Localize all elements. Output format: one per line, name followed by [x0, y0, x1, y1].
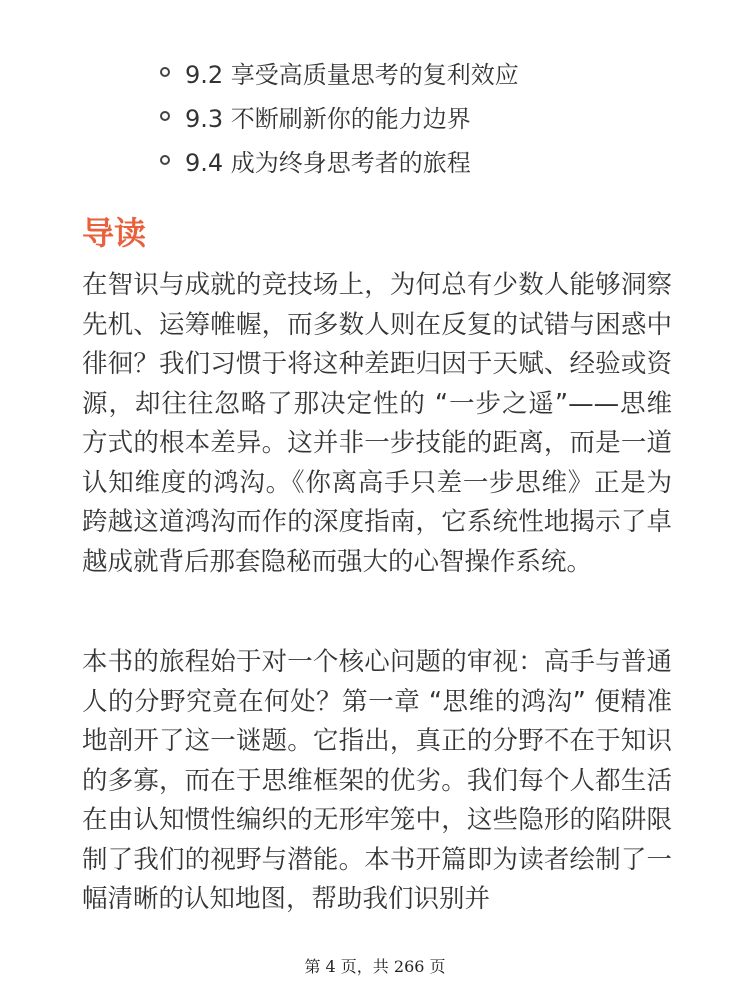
hollow-circle-bullet-icon	[160, 111, 170, 121]
toc-item-label: 9.2 享受高质量思考的复利效应	[185, 60, 519, 89]
hollow-circle-bullet-icon	[160, 155, 170, 165]
table-of-contents	[160, 50, 519, 182]
page-number-footer: 第 4 页，共 266 页	[304, 957, 446, 976]
toc-item[interactable]	[160, 138, 519, 182]
toc-item[interactable]	[160, 50, 519, 94]
toc-item-label: 9.3 不断刷新你的能力边界	[185, 104, 471, 133]
body-paragraph: 本书的旅程始于对一个核心问题的审视：高手与普通人的分野究竟在何处？第一章 “思维的鸿沟” 便精准地剖开了这一谜题。它指出，真正的分野不在于知识的多寡，而在于思维框架的优劣。我们每个人都生活在由认知惯性编织的无形牢笼中，这些隐形的陷阱限制了我们的视野与潜能。本书开篇即为读者绘制了一幅清晰的认知地图，帮助我们识别并	[82, 647, 672, 914]
body-paragraph: 在智识与成就的竞技场上，为何总有少数人能够洞察先机、运筹帷幄，而多数人则在反复的试错与困惑中徘徊？我们习惯于将这种差距归因于天赋、经验或资源，却往往忽略了那决定性的 “一步之遥”——思维方式的根本差异。这并非一步技能的距离，而是一道认知维度的鸿沟。《你离高手只差一步思维》正是为跨越这道鸿沟而作的深度指南，它系统性地揭示了卓越成就背后那套隐秘而强大的心智操作系统。	[82, 270, 672, 577]
toc-item[interactable]	[160, 94, 519, 138]
section-heading: 导读	[82, 214, 147, 252]
hollow-circle-bullet-icon	[160, 67, 170, 77]
toc-item-label: 9.4 成为终身思考者的旅程	[185, 148, 471, 177]
